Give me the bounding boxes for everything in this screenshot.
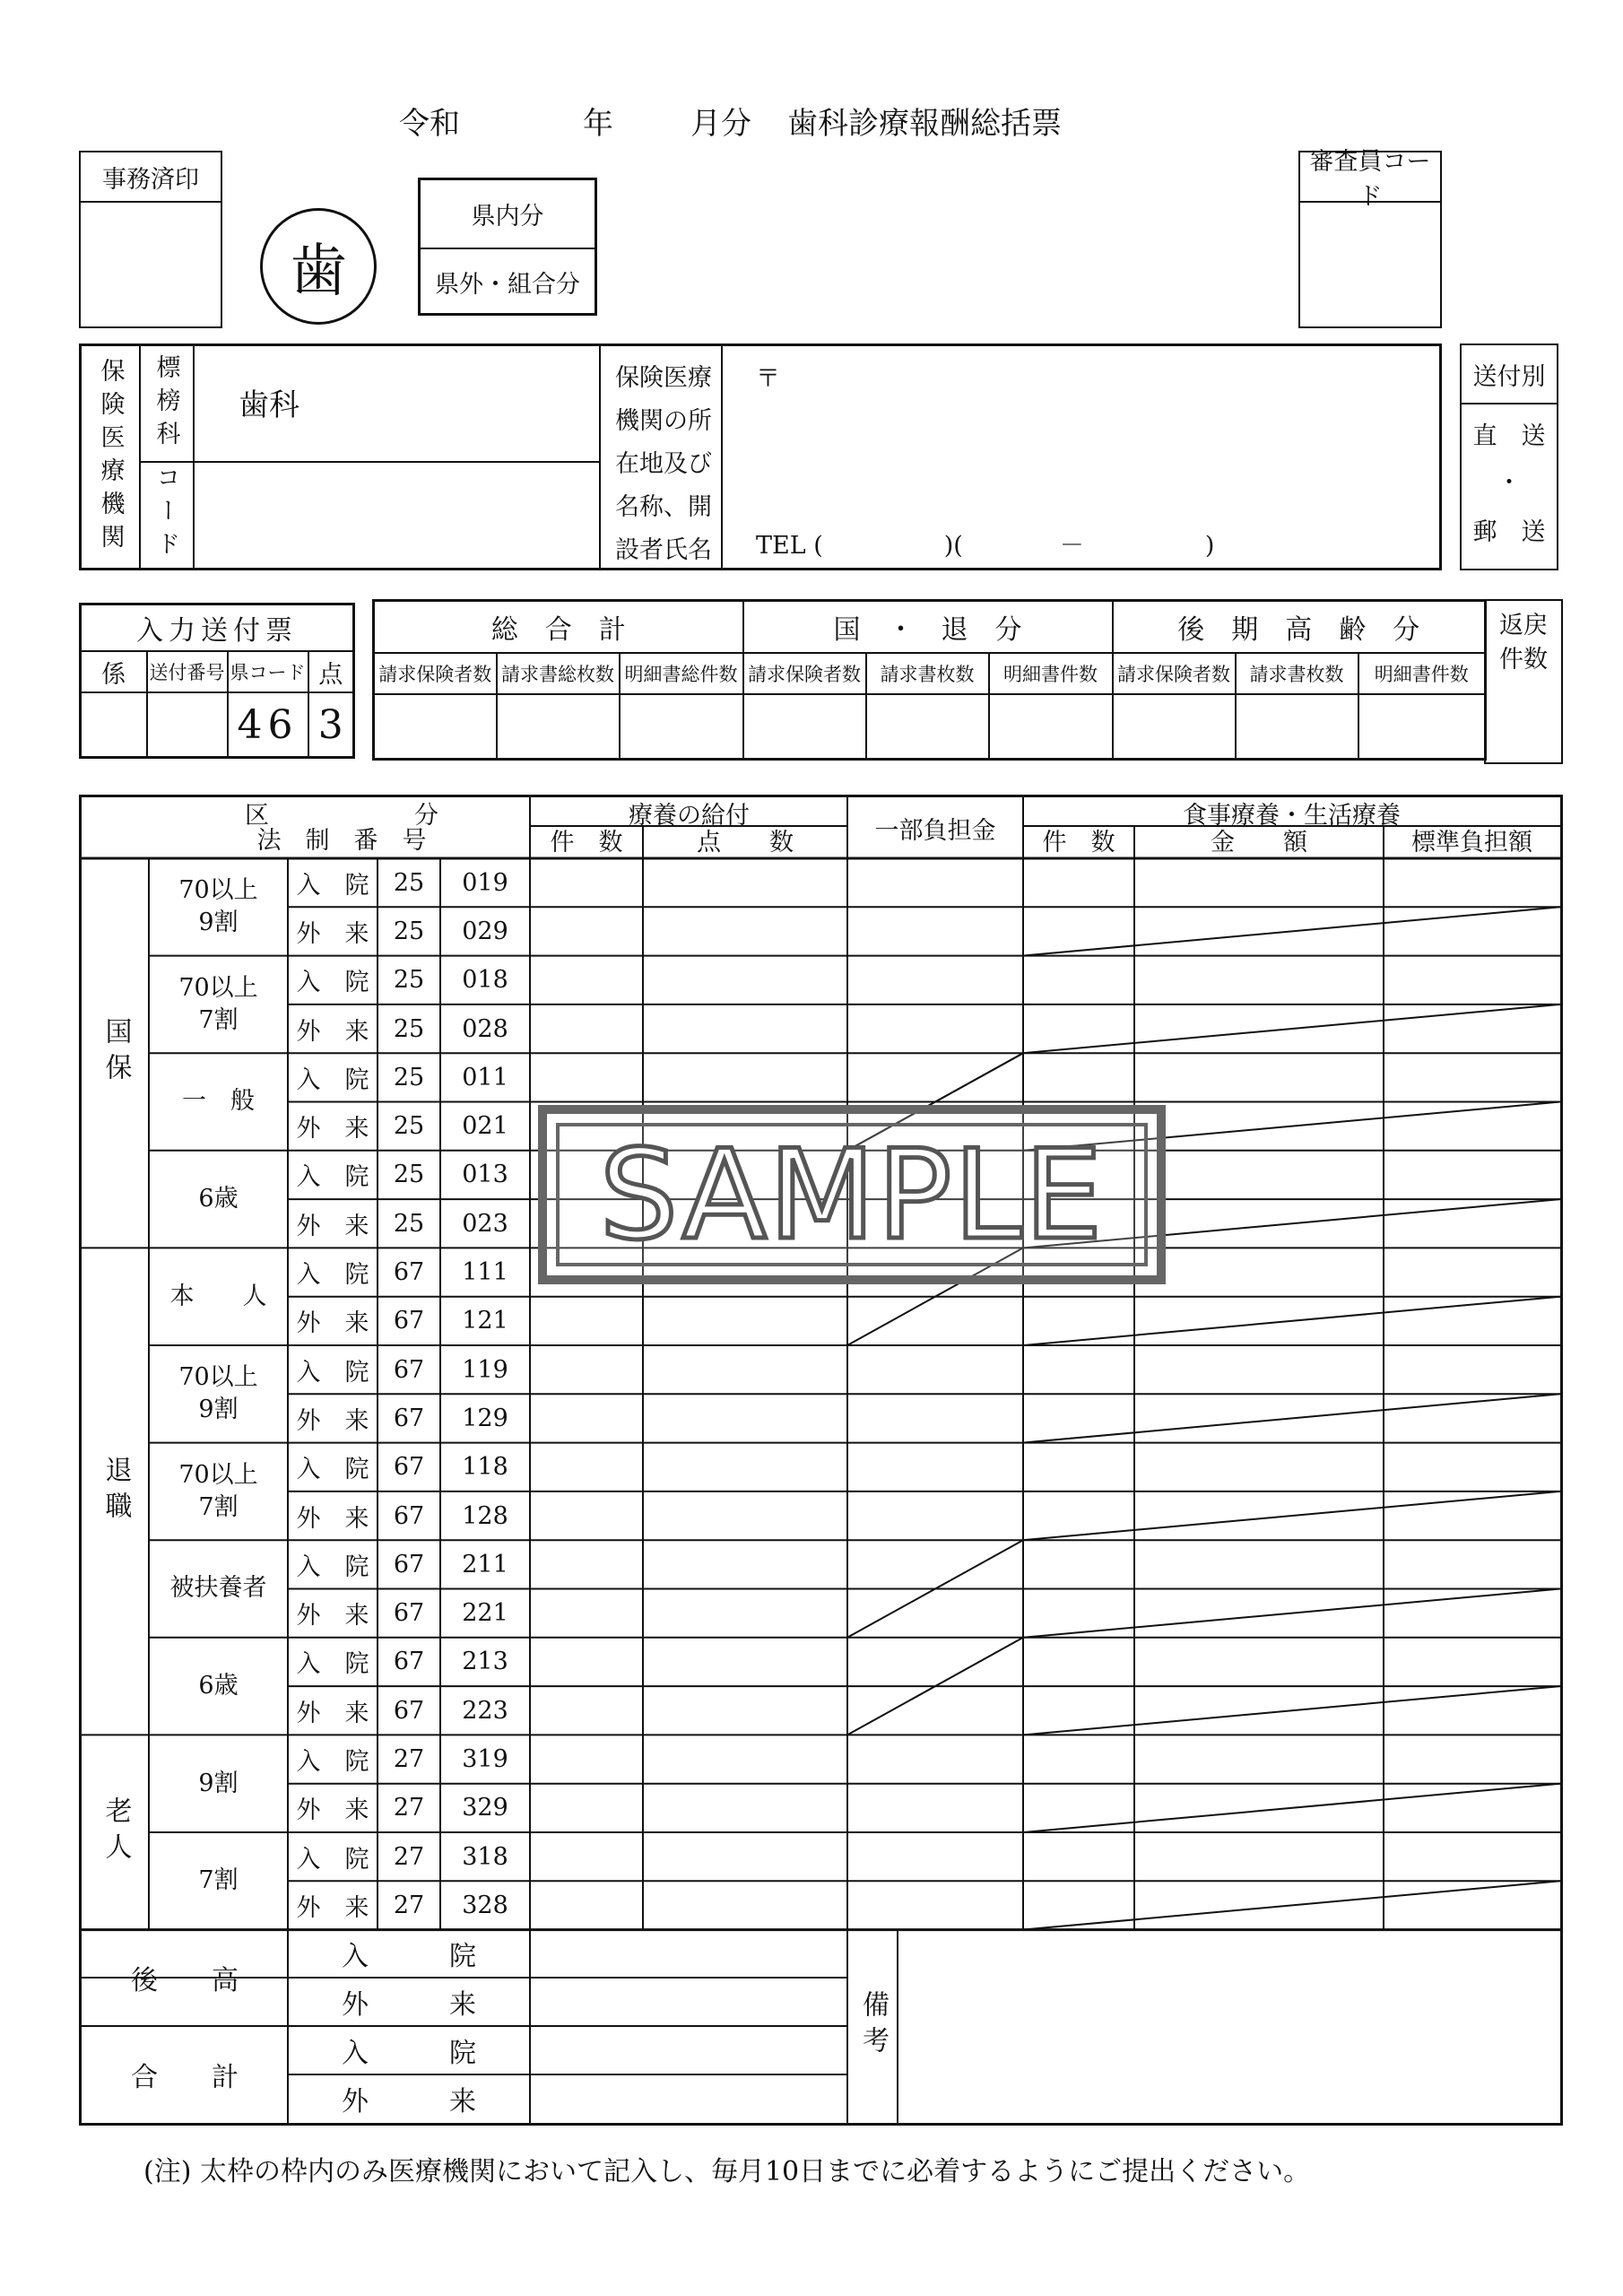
return-count-box [1484, 599, 1563, 764]
law-code: 67 [393, 1258, 425, 1287]
pref-code: 46 [228, 692, 308, 758]
totals-table [372, 599, 1487, 761]
totals-cell[interactable] [374, 694, 497, 760]
law-number: 119 [462, 1355, 508, 1384]
totals-col: 請求書枚数 [1236, 653, 1358, 694]
hdr-ryoyo: 療養の給付 [629, 801, 750, 830]
main-grid [79, 795, 1563, 2126]
cat-kokuho: 国保 [100, 1017, 132, 1089]
input-slip [79, 603, 355, 759]
law-code: 25 [393, 1209, 425, 1238]
law-code: 25 [393, 1161, 425, 1189]
law-number: 029 [462, 917, 508, 945]
hdr-hosei: 法 制 番 号 [256, 826, 427, 855]
law-code: 67 [393, 1355, 425, 1384]
totals-group: 総 合 計 [374, 601, 743, 654]
sub-category-label: 被扶養者 [169, 1574, 267, 1603]
law-code: 67 [393, 1307, 425, 1335]
row-type: 外 来 [296, 1309, 369, 1338]
row-type: 入 院 [296, 1845, 369, 1874]
slip-cell[interactable] [81, 692, 147, 758]
row-type: 外 来 [296, 1406, 369, 1435]
sub-category-label: 6歳 [198, 1185, 239, 1213]
grid-line [1023, 1784, 1560, 1832]
cat-taishoku: 退職 [100, 1455, 132, 1527]
dept-value: 歯科 [239, 387, 299, 423]
law-code: 25 [393, 966, 425, 995]
stamp-label: 事務済印 [81, 152, 221, 203]
grid-line [1023, 1881, 1560, 1929]
examiner-code-label: 審査員コード [1300, 152, 1440, 203]
slip-col: 係 [81, 651, 147, 692]
row-type: 外 来 [296, 1504, 369, 1533]
sub-category-label: 6歳 [198, 1672, 239, 1700]
grid-line [1023, 907, 1560, 955]
grid-line [1023, 1004, 1560, 1053]
hdr-hyojun: 標準負担額 [1411, 828, 1532, 857]
law-number: 319 [462, 1745, 508, 1774]
examiner-code-box [1298, 148, 1442, 328]
slip-cell[interactable] [147, 692, 228, 758]
totals-cell[interactable] [866, 694, 989, 760]
totals-col: 請求書枚数 [866, 653, 989, 694]
row-type: 入 院 [296, 969, 369, 997]
totals-col: 請求保険者数 [743, 653, 866, 694]
sample-text: SAMPLE [556, 1123, 1148, 1266]
row-type: 外 来 [296, 1115, 369, 1144]
hdr-kensu2: 件 数 [1042, 828, 1115, 857]
row-type: 外 来 [296, 1602, 369, 1631]
row-type: 外 来 [296, 1017, 369, 1046]
send-dot: ・ [1497, 468, 1522, 497]
row-type: 外 来 [296, 1796, 369, 1825]
sub-category-label: 本 人 [169, 1282, 267, 1310]
prefecture-box [418, 178, 597, 316]
total-nyuin: 入 院 [342, 2038, 476, 2069]
law-code: 67 [393, 1501, 425, 1530]
sample-watermark [538, 1105, 1166, 1284]
hdr-futan: 一部負担金 [874, 816, 996, 845]
row-type: 入 院 [296, 1456, 369, 1484]
law-number: 028 [462, 1014, 508, 1043]
law-code: 25 [393, 1063, 425, 1091]
address-label: 保険医療 機関の所 在地及び 名称、開 設者氏名 [615, 364, 712, 564]
row-type: 外 来 [296, 1699, 369, 1727]
totals-col: 明細書件数 [1358, 653, 1486, 694]
row-type: 外 来 [296, 919, 369, 948]
totals-cell[interactable] [1236, 694, 1358, 760]
totals-cell[interactable] [989, 694, 1113, 760]
return-count-label: 返戻件数 [1499, 612, 1548, 674]
grid-line [1023, 1297, 1560, 1345]
send-direct[interactable]: 直 送 [1472, 422, 1546, 450]
law-code: 27 [393, 1891, 425, 1919]
law-number: 128 [462, 1501, 508, 1530]
law-code: 67 [393, 1550, 425, 1578]
hdr-tensu: 点 数 [697, 828, 794, 857]
law-number: 223 [462, 1696, 508, 1725]
law-code: 67 [393, 1599, 425, 1628]
law-number: 121 [462, 1307, 508, 1335]
out-pref-label: 県外・組合分 [435, 271, 580, 299]
totals-cell[interactable] [620, 694, 743, 760]
law-number: 213 [462, 1648, 508, 1676]
totals-col: 請求書総枚数 [497, 653, 620, 694]
totals-cell[interactable] [743, 694, 866, 760]
institution-block [79, 344, 1442, 570]
institution-side-label: 保険医療機関 [82, 346, 141, 568]
slip-col: 県コード [228, 651, 308, 692]
hdr-shokuji: 食事療養・生活療養 [1183, 801, 1401, 830]
totals-col: 明細書総件数 [620, 653, 743, 694]
law-code: 27 [393, 1745, 425, 1774]
stamp-box [79, 151, 222, 328]
send-type-label: 送付別 [1462, 345, 1557, 404]
law-code: 25 [393, 1112, 425, 1141]
law-code: 27 [393, 1794, 425, 1822]
law-number: 018 [462, 966, 508, 995]
slip-title: 入力送付票 [81, 604, 354, 652]
kouki-label: 後 高 [131, 1965, 239, 1996]
sub-category-label: 70以上 9割 [178, 876, 258, 937]
totals-col: 請求保険者数 [1113, 653, 1236, 694]
law-number: 329 [462, 1794, 508, 1822]
row-type: 外 来 [296, 1893, 369, 1922]
dept-label: 標榜科 [139, 346, 195, 463]
row-type: 外 来 [296, 1212, 369, 1240]
law-number: 019 [462, 868, 508, 897]
code-label: コード [139, 461, 195, 568]
total-gairai: 外 来 [342, 2086, 476, 2118]
sub-category-label: 70以上 9割 [178, 1363, 258, 1424]
totals-cell[interactable] [497, 694, 620, 760]
point-code: 3 [308, 692, 354, 758]
law-code: 25 [393, 868, 425, 897]
sub-category-label: 7割 [198, 1866, 239, 1895]
title-month: 月分 [690, 106, 751, 142]
biko-label: 備考 [857, 1990, 889, 2062]
kouki-nyuin: 入 院 [342, 1941, 476, 1972]
law-number: 023 [462, 1209, 508, 1238]
hdr-kubun: 区 分 [245, 801, 438, 830]
law-code: 67 [393, 1453, 425, 1482]
totals-col: 明細書件数 [989, 653, 1113, 694]
page-title: 歯科診療報酬総括票 [787, 106, 1062, 142]
postal-mark: 〒 [756, 365, 780, 393]
send-type-box [1460, 344, 1558, 570]
dental-badge: 歯 [260, 208, 377, 325]
grid-line [1023, 1492, 1560, 1540]
row-type: 入 院 [296, 1748, 369, 1777]
law-number: 328 [462, 1891, 508, 1919]
law-code: 67 [393, 1696, 425, 1725]
grid-line [1023, 1394, 1560, 1442]
totals-col: 請求保険者数 [374, 653, 497, 694]
law-number: 211 [462, 1550, 508, 1578]
law-number: 318 [462, 1842, 508, 1871]
totals-group: 後 期 高 齢 分 [1113, 601, 1486, 654]
row-type: 入 院 [296, 1552, 369, 1581]
cat-rojin: 老人 [100, 1796, 132, 1868]
total-label: 合 計 [131, 2062, 239, 2093]
kouki-gairai: 外 来 [342, 1989, 476, 2021]
law-code: 25 [393, 1014, 425, 1043]
slip-col: 点 [308, 651, 354, 692]
row-type: 入 院 [296, 1163, 369, 1192]
tel-field[interactable]: TEL ( )( － ) [756, 532, 1215, 560]
slip-col: 送付番号 [147, 651, 228, 692]
law-number: 111 [462, 1258, 508, 1287]
title-era: 令和 [399, 106, 460, 142]
row-type: 入 院 [296, 1650, 369, 1679]
footer-note: (注) 太枠の枠内のみ医療機関において記入し、毎月10日までに必着するようにご提出ください。 [143, 2156, 1311, 2187]
totals-cell[interactable] [1113, 694, 1236, 760]
title-year: 年 [583, 106, 613, 142]
law-number: 118 [462, 1453, 508, 1482]
row-type: 入 院 [296, 1261, 369, 1290]
sub-category-label: 9割 [198, 1769, 239, 1797]
sub-category-label: 一 般 [182, 1087, 255, 1116]
hdr-kensu: 件 数 [550, 828, 623, 857]
grid-line [1023, 1589, 1560, 1638]
row-type: 入 院 [296, 1065, 369, 1094]
law-number: 013 [462, 1161, 508, 1189]
grid-line [1023, 1686, 1560, 1735]
hdr-kingaku: 金 額 [1211, 828, 1307, 857]
totals-group: 国 ・ 退 分 [743, 601, 1113, 654]
sub-category-label: 70以上 7割 [178, 973, 258, 1034]
law-code: 67 [393, 1404, 425, 1432]
totals-cell[interactable] [1358, 694, 1486, 760]
law-code: 27 [393, 1842, 425, 1871]
row-type: 入 院 [296, 871, 369, 900]
law-number: 021 [462, 1112, 508, 1141]
sub-category-label: 70以上 7割 [178, 1460, 258, 1521]
law-number: 129 [462, 1404, 508, 1432]
law-number: 221 [462, 1599, 508, 1628]
in-pref-label: 県内分 [421, 180, 595, 249]
law-number: 011 [462, 1063, 508, 1091]
row-type: 入 院 [296, 1358, 369, 1387]
law-code: 67 [393, 1648, 425, 1676]
send-mail[interactable]: 郵 送 [1472, 517, 1546, 546]
law-code: 25 [393, 917, 425, 945]
